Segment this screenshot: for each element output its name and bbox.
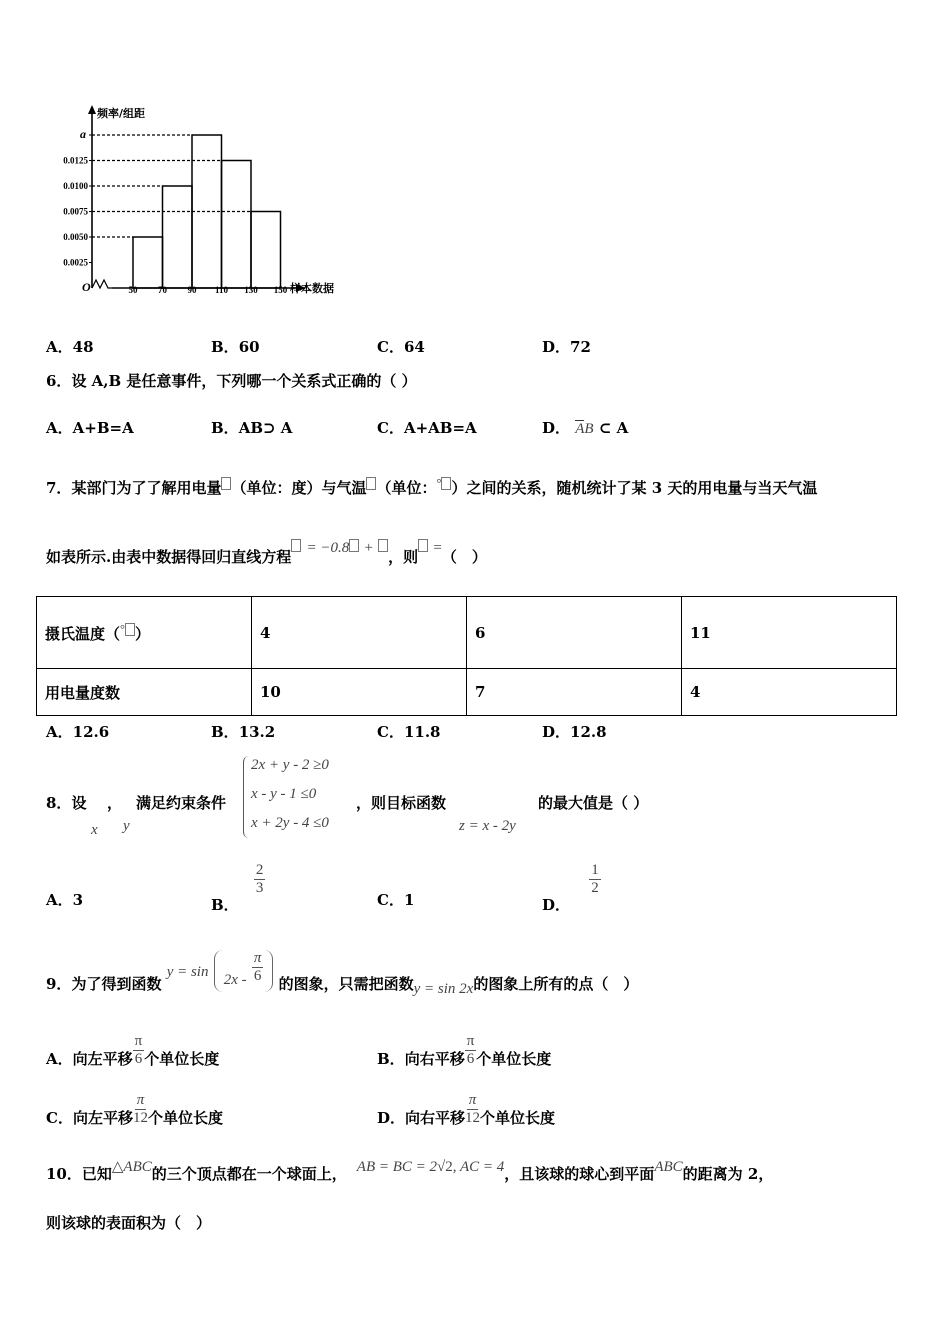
y-axis-arrow <box>88 105 96 114</box>
q8-number-she: 8．设 <box>46 794 87 812</box>
origin-label: O <box>82 280 91 294</box>
q7-option-b[interactable]: B．13.2 <box>211 723 276 741</box>
missing-symbol-icon <box>291 539 301 552</box>
q10-stem-line1: 10．已知△ABC的三个顶点都在一个球面上， AB = BC = 2√2, AC = 4，且该球的球心到平面ABC的距离为 2， <box>46 1159 774 1183</box>
q9-stem: 9．为了得到函数 y = sin 2x - $\frac{\pi}{6}$ 的图象，只需把函数y = sin 2x的图象上所有的点（ ） <box>46 950 639 997</box>
table-row-header: 摄氏温度（° ） <box>37 597 252 669</box>
function-argument: 2x - $\frac{\pi}{6}$ <box>214 950 274 992</box>
missing-symbol-icon <box>378 539 388 552</box>
q6-option-a[interactable]: A．A+B=A <box>46 419 134 437</box>
x-axis-title: 样本数据 <box>290 282 334 295</box>
table-cell: 4 <box>252 597 467 669</box>
q9-option-a[interactable]: A．向左平移 $\frac{\pi}{6}$ 个单位长度 <box>46 1033 220 1068</box>
q8-var-y: y <box>123 818 130 834</box>
table-cell: 11 <box>682 597 897 669</box>
y-tick-label: 0.0125 <box>63 155 88 166</box>
table-cell: 7 <box>467 669 682 716</box>
x-tick-label: 90 <box>187 285 197 295</box>
q7-stem-line1: 7．某部门为了了解用电量 （单位：度）与气温 （单位：° ）之间的关系，随机统计了某 3 天的用电量与当天气温 <box>46 476 818 497</box>
q8-constraint-label: 满足约束条件 <box>136 794 227 812</box>
q5-option-d[interactable]: D．72 <box>542 338 591 356</box>
q6-option-b[interactable]: B．AB⊃ A <box>211 419 293 437</box>
missing-symbol-icon <box>221 477 231 490</box>
frequency-histogram <box>40 100 360 300</box>
q8-constraint-3: x + 2y - 4 ≤0 <box>251 815 329 831</box>
q8-option-c[interactable]: C．1 <box>377 891 415 909</box>
regression-equation: = −0.8 + <box>291 538 388 557</box>
q8-tail: 的最大值是（ ） <box>538 794 649 812</box>
y-tick-label: 0.0025 <box>63 257 88 268</box>
q7-option-d[interactable]: D．12.8 <box>542 723 607 741</box>
histogram-bars <box>133 135 281 288</box>
table-row <box>37 597 897 669</box>
x-tick-labels <box>129 285 288 295</box>
missing-symbol-icon <box>418 539 428 552</box>
q7-option-a[interactable]: A．12.6 <box>46 723 110 741</box>
q9-option-d[interactable]: D．向右平移 $\frac{\pi}{12}$ 个单位长度 <box>377 1092 556 1127</box>
y-tick-label: a <box>80 127 86 141</box>
q8-option-d[interactable]: D． $\frac{1}{2}$ <box>542 862 599 914</box>
q8-objective: z = x - 2y <box>459 818 516 834</box>
y-axis-title: 频率/组距 <box>97 107 146 120</box>
missing-symbol-icon <box>349 539 359 552</box>
table-cell: 10 <box>252 669 467 716</box>
q8-objective-label: ，则目标函数 <box>356 794 447 812</box>
q7-stem-line2: 如表所示.由表中数据得回归直线方程 = −0.8 + ，则 =（ ） <box>46 540 487 566</box>
table-cell: 4 <box>682 669 897 716</box>
missing-symbol-icon <box>441 477 451 490</box>
q6-stem: 6．设 A,B 是任意事件，下列哪一个关系式正确的（ ） <box>46 372 417 390</box>
y-tick-labels <box>63 127 92 268</box>
missing-symbol-icon <box>125 623 135 636</box>
histogram-bar <box>163 186 193 288</box>
axis-break-zigzag <box>92 280 112 288</box>
q10-stem-line2: 则该球的表面积为（ ） <box>46 1214 212 1232</box>
y-tick-label: 0.0050 <box>63 232 88 242</box>
q9-option-c[interactable]: C．向左平移 $\frac{\pi}{12}$ 个单位长度 <box>46 1092 223 1127</box>
table-row <box>37 669 897 716</box>
histogram-bar <box>222 161 252 289</box>
histogram-bar <box>133 237 163 288</box>
table-row-header: 用电量度数 <box>37 669 252 716</box>
x-tick-label: 150 <box>273 285 288 295</box>
q8-option-a[interactable]: A．3 <box>46 891 84 909</box>
q7-option-c[interactable]: C．11.8 <box>377 723 441 741</box>
q9-option-b[interactable]: B．向右平移 $\frac{\pi}{6}$ 个单位长度 <box>377 1033 552 1068</box>
histogram-bar <box>251 212 281 289</box>
x-tick-label: 130 <box>244 285 258 295</box>
missing-symbol-icon <box>366 477 376 490</box>
table-cell: 6 <box>467 597 682 669</box>
q8-constraint-1: 2x + y - 2 ≥0 <box>251 757 329 773</box>
q8-option-b[interactable]: B． $\frac{2}{3}$ <box>211 862 264 914</box>
q8-comma: ， <box>107 794 123 812</box>
x-tick-label: 50 <box>128 285 138 295</box>
q8-constraint-2: x - y - 1 ≤0 <box>251 786 317 802</box>
x-tick-label: 70 <box>158 285 167 295</box>
q5-option-c[interactable]: C．64 <box>377 338 425 356</box>
y-tick-label: 0.0075 <box>63 206 88 217</box>
q5-option-a[interactable]: A．48 <box>46 338 94 356</box>
y-tick-label: 0.0100 <box>63 181 88 191</box>
x-tick-label: 110 <box>214 285 229 295</box>
q5-option-b[interactable]: B．60 <box>211 338 260 356</box>
q6-option-c[interactable]: C．A+AB=A <box>377 419 477 437</box>
q7-data-table <box>36 596 897 716</box>
q8-var-x: x <box>91 822 98 838</box>
q6-option-d[interactable]: D． AB ⊂ A <box>542 419 629 437</box>
